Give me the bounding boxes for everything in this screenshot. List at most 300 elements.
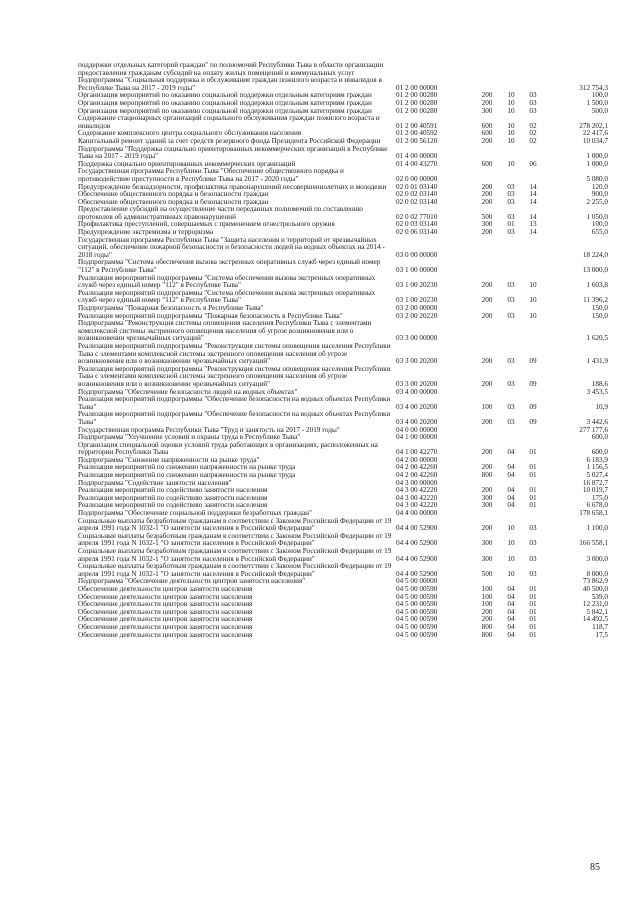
- row-name: Социальные выплаты безработным гражданам в соответствии с Законом Российской Федерации от 19 апреля 1991 года N 1032-1 "О занятости населения в Российской Федерации": [78, 516, 392, 533]
- table-row: [78, 237, 608, 260]
- row-code: 04 5 00 00000: [396, 577, 438, 586]
- row-sum: 11 396,2: [583, 296, 608, 305]
- row-code: 01 2 00 00280: [396, 91, 438, 100]
- row-code: 04 5 00 00590: [396, 607, 438, 616]
- row-vr: 200: [481, 417, 493, 426]
- row-rz: 04: [507, 471, 515, 480]
- row-rz: 04: [507, 622, 515, 631]
- row-rz: [500, 62, 522, 77]
- row-rz: 03: [507, 357, 515, 366]
- row-name: Подпрограмма "Снижение напряженности на рынке труда": [78, 455, 260, 464]
- row-code: 02 0 00 00000: [396, 174, 438, 183]
- row-rz: [500, 510, 522, 518]
- table-row: [78, 343, 608, 366]
- row-sum: 73 862,9: [582, 577, 608, 586]
- row-vr: [474, 62, 500, 77]
- row-sum: 100,0: [591, 220, 608, 229]
- row-sum: 5 080,0: [586, 174, 608, 183]
- row-rz: 03: [507, 311, 515, 320]
- row-code: 01 4 00 43270: [396, 159, 438, 168]
- row-vr: 200: [481, 296, 493, 305]
- row-code: 02 0 02 03140: [396, 190, 438, 199]
- row-pr: 01: [529, 592, 537, 601]
- row-vr: 200: [481, 182, 493, 191]
- row-pr: 09: [529, 402, 537, 411]
- row-sum: 312 754,3: [579, 83, 608, 92]
- row-pr: 14: [529, 212, 537, 221]
- row-pr: 01: [529, 600, 537, 609]
- row-vr: 300: [481, 539, 493, 548]
- row-sum: 900,0: [591, 190, 608, 199]
- row-name: Подпрограмма "Социальная поддержка и обслуживание граждан пожилого возраста и инвалидов в Республике Тыва на 2017 - 2019 годы": [78, 76, 382, 92]
- row-code: 04 3 00 42220: [396, 501, 438, 510]
- row-sum: 100,0: [591, 91, 608, 100]
- row-name: Подпрограмма "Улучшение условий и охраны труда в Республике Тыва": [78, 433, 301, 442]
- row-name: Организация мероприятий по оказанию социальной поддержки отдельным категориям граждан: [78, 106, 372, 115]
- row-vr: 300: [481, 554, 493, 563]
- row-rz: 03: [507, 417, 515, 426]
- row-sum: 5 027,4: [586, 471, 608, 480]
- row-code: 04 5 00 00590: [396, 622, 438, 631]
- row-code: 03 3 00 00000: [396, 334, 438, 343]
- row-code: 01 2 00 40591: [396, 121, 438, 130]
- row-name: Реализация мероприятий по содействию занятости населения: [78, 493, 268, 502]
- row-name: Государственная программа Республики Тыва "Защита населения и территорий от чрезвычайных ситуаций, обеспечение пожарной безопасности и безопасности людей на водных объектах на 2014 - 2018 годы": [78, 235, 385, 259]
- row-pr: 13: [529, 220, 537, 229]
- row-sum: 17,5: [595, 630, 608, 639]
- row-name: Предоставление субсидий на осуществление части переданных полномочий по составлению протоколов об административных правонарушений: [78, 205, 363, 221]
- budget-table: [78, 62, 608, 639]
- row-sum: 3 000,0: [586, 554, 608, 563]
- row-name: Подпрограмма "Обеспечение деятельности центров занятости населения": [78, 577, 306, 586]
- row-sum: 150,0: [591, 311, 608, 320]
- row-pr: [522, 146, 544, 161]
- row-pr: 01: [529, 471, 537, 480]
- row-vr: 800: [481, 471, 493, 480]
- row-rz: 10: [507, 554, 515, 563]
- row-vr: 200: [481, 197, 493, 206]
- row-pr: 03: [529, 98, 537, 107]
- row-rz: [500, 434, 522, 442]
- row-code: 03 1 00 20230: [396, 281, 438, 290]
- row-pr: 09: [529, 357, 537, 366]
- row-code: 03 1 00 20230: [396, 296, 438, 305]
- row-pr: 02: [529, 121, 537, 130]
- row-vr: [474, 389, 500, 397]
- row-vr: 600: [481, 121, 493, 130]
- row-pr: 01: [529, 501, 537, 510]
- row-code: 02 0 02 03140: [396, 197, 438, 206]
- table-row: [78, 563, 608, 578]
- row-rz: 04: [507, 448, 515, 457]
- row-name: Реализация мероприятий подпрограммы "Система обеспечения вызова экстренных оперативных служб через единый номер "112" в Республике Тыва": [78, 288, 376, 305]
- row-pr: 02: [529, 136, 537, 145]
- row-pr: [522, 237, 544, 260]
- row-pr: 14: [529, 182, 537, 191]
- row-sum: 10 019,7: [582, 486, 608, 495]
- row-code: 03 0 00 00000: [396, 250, 438, 259]
- row-sum: 40 500,0: [582, 584, 608, 593]
- row-code: 02 0 06 03140: [396, 228, 438, 237]
- row-pr: 01: [529, 584, 537, 593]
- row-sum: 14 492,5: [582, 615, 608, 624]
- row-vr: 500: [481, 569, 493, 578]
- row-pr: [522, 427, 544, 435]
- row-pr: 09: [529, 379, 537, 388]
- row-sum: 16 872,7: [582, 478, 608, 487]
- row-pr: [522, 259, 544, 274]
- row-rz: [500, 168, 522, 183]
- row-pr: 01: [529, 448, 537, 457]
- row-code: 04 3 00 00000: [396, 478, 438, 487]
- row-code: 04 0 00 00000: [396, 425, 438, 434]
- row-name: Обеспечение деятельности центров занятости населения: [78, 600, 253, 609]
- row-vr: 500: [481, 212, 493, 221]
- row-code: 03 3 00 20200: [396, 379, 438, 388]
- row-name: Предупреждение экстремизма и терроризма: [78, 228, 214, 237]
- row-name: Организация мероприятий по оказанию социальной поддержки отдельным категориям граждан: [78, 98, 372, 107]
- row-name: Реализация мероприятий подпрограммы "Обеспечение безопасности на водных объектах Республики Тыва": [78, 410, 391, 426]
- row-code: 03 4 00 20200: [396, 417, 438, 426]
- row-pr: 10: [529, 311, 537, 320]
- row-vr: 800: [481, 630, 493, 639]
- row-code: 04 4 00 52900: [396, 524, 438, 533]
- row-pr: 03: [529, 539, 537, 548]
- row-sum: 5 842,1: [586, 607, 608, 616]
- table-row: [78, 366, 608, 389]
- row-rz: [500, 427, 522, 435]
- row-code: 04 4 00 52900: [396, 539, 438, 548]
- row-sum: 8 000,0: [586, 569, 608, 578]
- row-code: 04 5 00 00590: [396, 592, 438, 601]
- row-sum: 166 558,1: [579, 539, 608, 548]
- row-pr: 01: [529, 486, 537, 495]
- row-rz: 04: [507, 584, 515, 593]
- row-code: 03 4 00 20200: [396, 402, 438, 411]
- row-vr: [474, 427, 500, 435]
- table-row: [78, 62, 608, 77]
- row-sum: 10 034,7: [582, 136, 608, 145]
- row-pr: 01: [529, 622, 537, 631]
- row-name: Реализация мероприятий подпрограммы "Пожарная безопасность в Республике Тыва": [78, 311, 343, 320]
- row-code: 04 5 00 00590: [396, 630, 438, 639]
- row-vr: [474, 168, 500, 183]
- row-sum: 18 224,0: [582, 250, 608, 259]
- row-sum: 3 453,5: [586, 387, 608, 396]
- row-name: Реализация мероприятий по снижению напряженности на рынке труда: [78, 463, 296, 472]
- row-rz: 03: [507, 182, 515, 191]
- row-sum: 1 431,9: [586, 357, 608, 366]
- table-row: [78, 411, 608, 426]
- row-name: Подпрограмма "Реконструкция системы оповещения населения Республики Тыва с элементами комплексной системы экстренного оповещения населения об угрозе возникновения или о возникновении чрезвычайных ситуаций": [78, 319, 372, 343]
- table-row: [78, 518, 608, 533]
- row-name: Подпрограмма "Обеспечение безопасности людей на водных объектах": [78, 387, 298, 396]
- row-code: 04 4 00 52900: [396, 569, 438, 578]
- row-code: 04 3 00 42220: [396, 493, 438, 502]
- row-name: Поддержка социально ориентированных некоммерческих организаций: [78, 159, 296, 168]
- row-name: Подпрограмма "Пожарная безопасность в Республике Тыва": [78, 304, 264, 312]
- row-code: 04 1 00 42270: [396, 448, 438, 457]
- row-name: Социальные выплаты безработным гражданам в соответствии с Законом Российской Федерации от 19 апреля 1991 года N 1032-1 "О занятости населения в Российской Федерации": [78, 531, 392, 548]
- row-pr: 01: [529, 493, 537, 502]
- row-sum: 1 000,0: [586, 152, 608, 161]
- row-name: Обеспечение деятельности центров занятости населения: [78, 607, 253, 616]
- row-pr: [522, 77, 544, 92]
- row-sum: 6 183,9: [586, 455, 608, 464]
- row-vr: 200: [481, 98, 493, 107]
- row-vr: 200: [481, 281, 493, 290]
- row-rz: 03: [507, 197, 515, 206]
- row-sum: [544, 62, 608, 77]
- row-sum: 2 255,0: [586, 197, 608, 206]
- row-code: 04 2 00 42260: [396, 463, 438, 472]
- row-code: 02 0 01 03140: [396, 182, 438, 191]
- row-rz: 04: [507, 493, 515, 502]
- row-vr: 100: [481, 584, 493, 593]
- row-vr: 200: [481, 448, 493, 457]
- row-rz: 03: [507, 281, 515, 290]
- row-code: 01 2 00 00280: [396, 106, 438, 115]
- row-name: Организация специальной оценки условий труда работающих в организациях, расположенных на территории Республики Тыва: [78, 440, 378, 457]
- row-vr: 200: [481, 311, 493, 320]
- row-code: 04 5 00 00590: [396, 600, 438, 609]
- row-name: Государственная программа Республики Тыва "Обеспечение общественного порядка и противодействие преступности в Республике Тыва на 2017 - 2020 годы": [78, 167, 344, 183]
- budget-document: [78, 62, 608, 639]
- row-vr: 300: [481, 501, 493, 510]
- table-row: [78, 206, 608, 221]
- row-vr: 600: [481, 159, 493, 168]
- row-sum: 655,0: [591, 228, 608, 237]
- row-sum: 175,0: [591, 493, 608, 502]
- row-code: 03 3 00 20200: [396, 357, 438, 366]
- table-row: [78, 168, 608, 183]
- row-pr: 03: [529, 106, 537, 115]
- row-vr: [474, 146, 500, 161]
- row-vr: 100: [481, 600, 493, 609]
- table-row: [78, 548, 608, 563]
- row-rz: [500, 320, 522, 343]
- row-vr: 200: [481, 228, 493, 237]
- row-name: Обеспечение общественного порядка и безопасности граждан: [78, 197, 269, 206]
- row-name: Обеспечение деятельности центров занятости населения: [78, 615, 253, 624]
- row-name: Обеспечение деятельности центров занятости населения: [78, 592, 253, 601]
- row-vr: [474, 237, 500, 260]
- row-rz: 04: [507, 630, 515, 639]
- row-rz: 10: [507, 121, 515, 130]
- row-name: Предупреждение безнадзорности, профилактика правонарушений несовершеннолетних и молодежи: [78, 182, 387, 191]
- row-rz: 04: [507, 501, 515, 510]
- row-vr: 200: [481, 463, 493, 472]
- row-vr: 200: [481, 190, 493, 199]
- row-pr: [522, 320, 544, 343]
- table-row: [78, 115, 608, 130]
- row-name: Реализация мероприятий подпрограммы "Обеспечение безопасности на водных объектах Республики Тыва": [78, 395, 391, 411]
- row-rz: 10: [507, 98, 515, 107]
- row-name: Реализация мероприятий по содействию занятости населения: [78, 486, 268, 495]
- row-rz: 10: [507, 524, 515, 533]
- row-name: Содержание стационарных организаций социального обслуживания граждан пожилого возраста и инвалидов: [78, 114, 380, 130]
- row-rz: 10: [507, 159, 515, 168]
- row-rz: 03: [507, 402, 515, 411]
- row-pr: 14: [529, 190, 537, 199]
- row-rz: [500, 259, 522, 274]
- row-sum: 1 603,8: [586, 281, 608, 290]
- row-sum: 120,0: [591, 182, 608, 191]
- row-vr: [474, 320, 500, 343]
- row-vr: 800: [481, 622, 493, 631]
- row-code: [396, 62, 474, 77]
- row-pr: 03: [529, 91, 537, 100]
- row-pr: 03: [529, 524, 537, 533]
- row-rz: 04: [507, 600, 515, 609]
- row-sum: 1 500,0: [586, 98, 608, 107]
- row-vr: [474, 434, 500, 442]
- table-row: [78, 442, 608, 457]
- row-sum: 1 620,5: [586, 334, 608, 343]
- row-name: Реализация мероприятий по содействию занятости населения: [78, 501, 268, 510]
- table-row: [78, 533, 608, 548]
- row-pr: 14: [529, 197, 537, 206]
- row-sum: 1 156,5: [586, 463, 608, 472]
- row-name: Реализация мероприятий подпрограммы "Система обеспечения вызова экстренных оперативных служб через единый номер "112" в Республике Тыва": [78, 273, 376, 290]
- table-row: [78, 259, 608, 274]
- row-code: 04 4 00 52900: [396, 554, 438, 563]
- row-code: 04 5 00 00590: [396, 615, 438, 624]
- row-vr: 200: [481, 607, 493, 616]
- table-row: [78, 77, 608, 92]
- row-pr: 10: [529, 281, 537, 290]
- row-pr: [522, 168, 544, 183]
- row-code: 04 4 00 00000: [396, 509, 438, 518]
- row-code: 04 2 00 42260: [396, 471, 438, 480]
- row-vr: 600: [481, 129, 493, 138]
- row-vr: 200: [481, 136, 493, 145]
- row-sum: 178 658,1: [579, 509, 608, 518]
- row-sum: 278 202,1: [579, 121, 608, 130]
- row-pr: 01: [529, 630, 537, 639]
- row-name: Обеспечение общественного порядка и безопасности граждан: [78, 190, 269, 199]
- row-pr: 01: [529, 615, 537, 624]
- row-rz: 10: [507, 129, 515, 138]
- row-pr: 14: [529, 228, 537, 237]
- row-name: Обеспечение деятельности центров занятости населения: [78, 622, 253, 631]
- row-sum: 188,6: [591, 379, 608, 388]
- row-name: Подпрограмма "Содействие занятости населения": [78, 478, 232, 487]
- row-vr: 200: [481, 524, 493, 533]
- row-rz: 10: [507, 106, 515, 115]
- row-sum: 600,0: [591, 448, 608, 457]
- row-rz: 03: [507, 296, 515, 305]
- row-sum: 500,0: [591, 106, 608, 115]
- row-vr: 300: [481, 106, 493, 115]
- row-pr: 06: [529, 159, 537, 168]
- row-name: Социальные выплаты безработным гражданам в соответствии с Законом Российской Федерации от 19 апреля 1991 года N 1032-1 "О занятости населения в Российской Федерации": [78, 547, 392, 563]
- budget-table-body: [78, 62, 608, 639]
- row-vr: 100: [481, 592, 493, 601]
- row-sum: 3 442,6: [586, 417, 608, 426]
- row-name: Подпрограмма "Система обеспечения вызова экстренных оперативных служб через единый номер "112" в Республике Тыва": [78, 258, 381, 275]
- row-rz: 10: [507, 539, 515, 548]
- row-rz: 10: [507, 91, 515, 100]
- row-sum: 150,0: [591, 304, 608, 312]
- row-rz: 01: [507, 220, 515, 229]
- row-code: 01 2 00 00000: [396, 83, 438, 92]
- row-sum: 1 050,0: [586, 212, 608, 221]
- row-name: Подпрограмма "Обеспечение социальной поддержки безработных граждан": [78, 509, 312, 518]
- row-vr: 200: [481, 357, 493, 366]
- row-pr: 02: [529, 129, 537, 138]
- row-rz: 03: [507, 379, 515, 388]
- row-pr: 01: [529, 607, 537, 616]
- row-pr: [522, 62, 544, 77]
- row-code: 03 2 00 00000: [396, 304, 438, 312]
- table-row: [78, 396, 608, 411]
- row-name: Капитальный ремонт зданий за счет средств резервного фонда Президента Российской Федерации: [78, 136, 381, 145]
- row-sum: 6 678,0: [586, 501, 608, 510]
- page-number: 85: [590, 862, 600, 873]
- table-row: [78, 146, 608, 161]
- row-rz: 04: [507, 463, 515, 472]
- row-rz: 10: [507, 136, 515, 145]
- row-vr: [474, 259, 500, 274]
- row-pr: [522, 510, 544, 518]
- row-code: 03 1 00 00000: [396, 266, 438, 275]
- row-pr: 01: [529, 463, 537, 472]
- row-name: Обеспечение деятельности центров занятости населения: [78, 584, 253, 593]
- row-name: Реализация мероприятий по снижению напряженности на рынке труда: [78, 471, 296, 480]
- row-rz: 04: [507, 592, 515, 601]
- row-rz: [500, 389, 522, 397]
- row-pr: 09: [529, 417, 537, 426]
- row-code: 01 4 00 00000: [396, 152, 438, 161]
- row-name: Подпрограмма "Поддержка социально ориентированных некоммерческих организаций в Республике Тыва на 2017 - 2019 годы": [78, 144, 388, 161]
- row-code: 03 4 00 00000: [396, 387, 438, 396]
- row-vr: 300: [481, 493, 493, 502]
- row-sum: 539,0: [591, 592, 608, 601]
- row-sum: 13 000,0: [582, 266, 608, 275]
- row-sum: 10,9: [595, 402, 608, 411]
- row-rz: 04: [507, 607, 515, 616]
- row-rz: 04: [507, 615, 515, 624]
- row-rz: 04: [507, 486, 515, 495]
- row-code: 01 2 00 00280: [396, 98, 438, 107]
- row-vr: 100: [481, 402, 493, 411]
- row-name: Содержание комплексного центра социального обслуживания населения: [78, 129, 302, 138]
- row-vr: 200: [481, 615, 493, 624]
- table-row: [78, 632, 608, 640]
- table-row: [78, 290, 608, 305]
- row-vr: 200: [481, 91, 493, 100]
- row-code: 02 0 02 77010: [396, 212, 438, 221]
- row-pr: 03: [529, 554, 537, 563]
- row-code: 04 5 00 00590: [396, 584, 438, 593]
- row-vr: 300: [481, 220, 493, 229]
- row-code: 01 2 00 40592: [396, 129, 438, 138]
- row-code: 01 2 00 56120: [396, 136, 438, 145]
- row-vr: [474, 77, 500, 92]
- row-rz: [500, 146, 522, 161]
- row-name: Государственная программа Республики Тыва "Труд и занятость на 2017 - 2019 годы": [78, 425, 340, 434]
- row-rz: 03: [507, 228, 515, 237]
- table-row: [78, 275, 608, 290]
- row-sum: 22 417,6: [582, 129, 608, 138]
- row-vr: 200: [481, 486, 493, 495]
- row-pr: [522, 389, 544, 397]
- row-sum: 277 177,6: [579, 425, 608, 434]
- row-sum: 1 000,0: [586, 159, 608, 168]
- row-pr: 03: [529, 569, 537, 578]
- table-row: [78, 320, 608, 343]
